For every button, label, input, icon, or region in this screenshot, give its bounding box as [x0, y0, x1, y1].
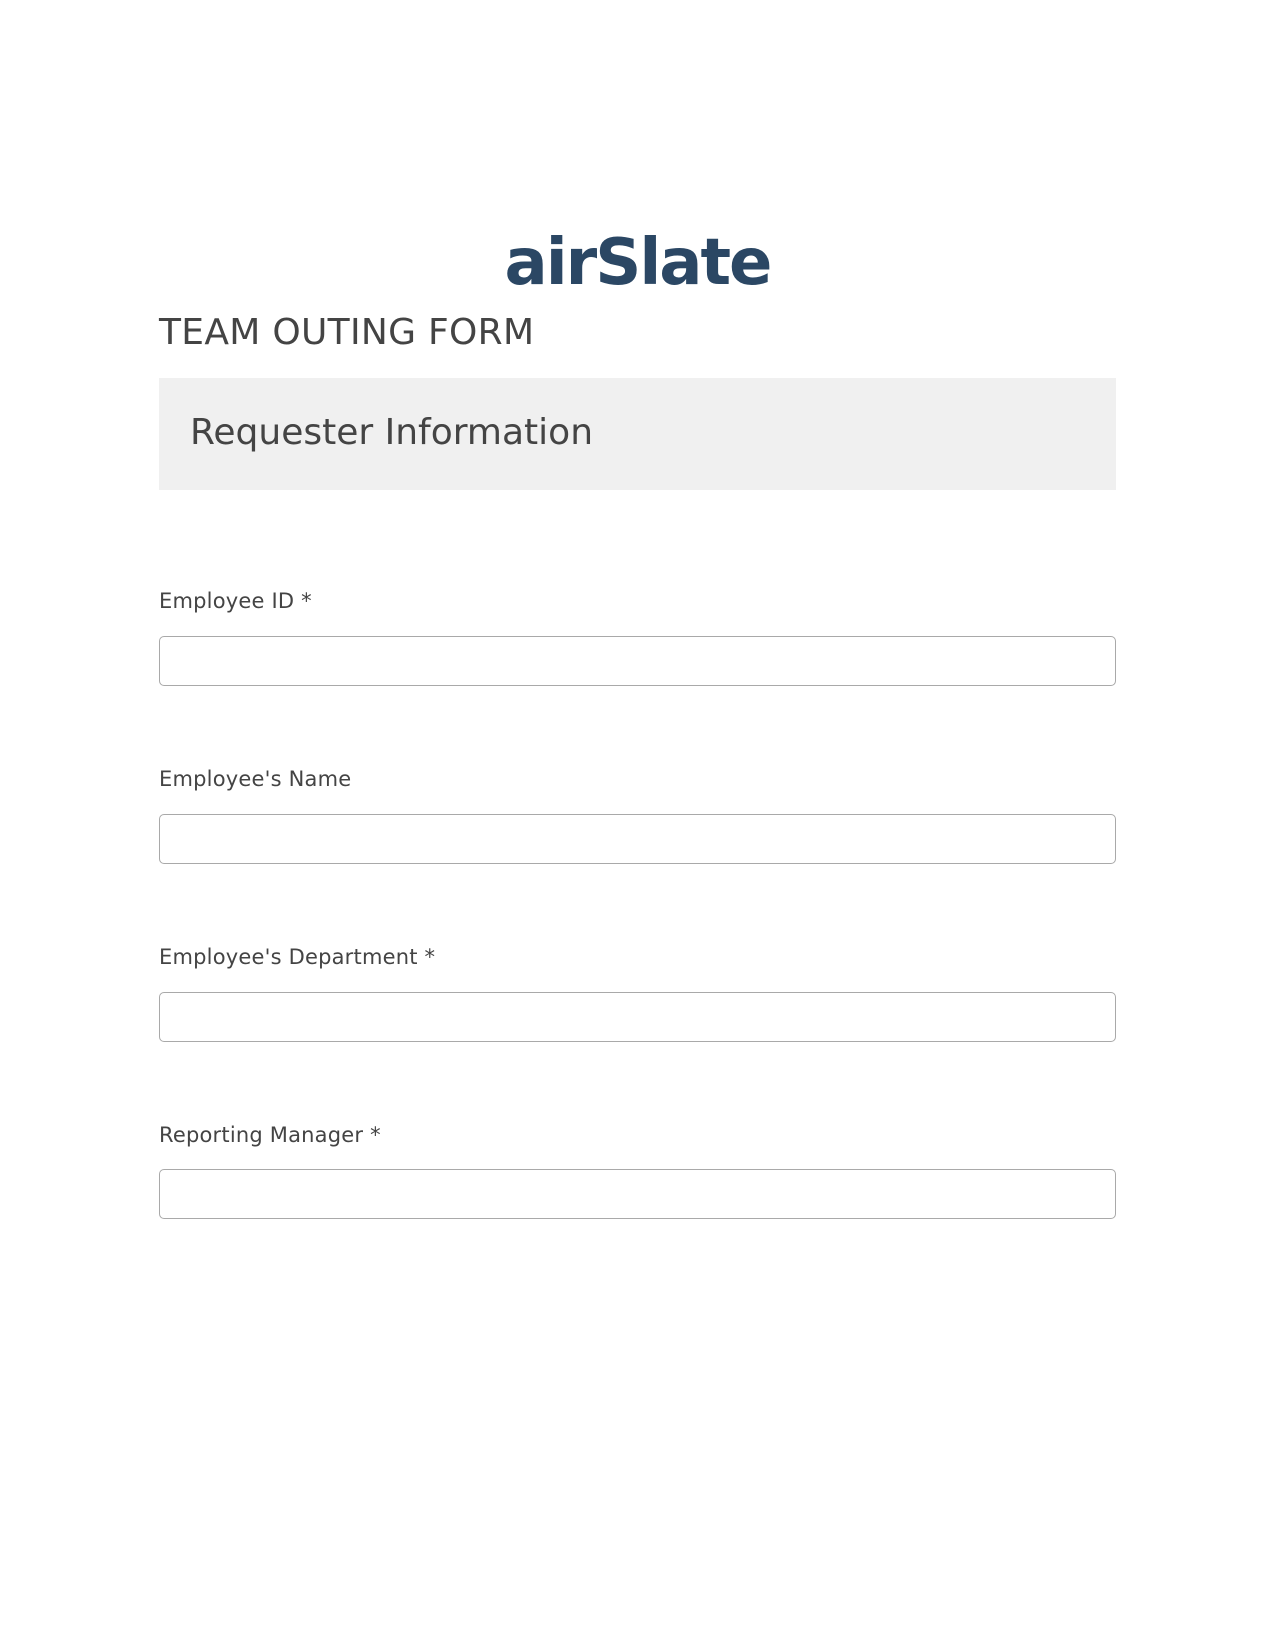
- employee-department-label: Employee's Department *: [159, 945, 436, 969]
- section-header-requester-information: [159, 378, 1116, 490]
- employee-department-input[interactable]: [159, 992, 1116, 1042]
- employee-id-input[interactable]: [159, 636, 1116, 686]
- airslate-logo: airSlate: [504, 226, 771, 300]
- reporting-manager-label: Reporting Manager *: [159, 1123, 381, 1147]
- form-title: TEAM OUTING FORM: [159, 312, 535, 353]
- section-title: Requester Information: [190, 412, 594, 453]
- employee-name-input[interactable]: [159, 814, 1116, 864]
- employee-id-label: Employee ID *: [159, 589, 312, 613]
- reporting-manager-input[interactable]: [159, 1169, 1116, 1219]
- employee-name-label: Employee's Name: [159, 767, 352, 791]
